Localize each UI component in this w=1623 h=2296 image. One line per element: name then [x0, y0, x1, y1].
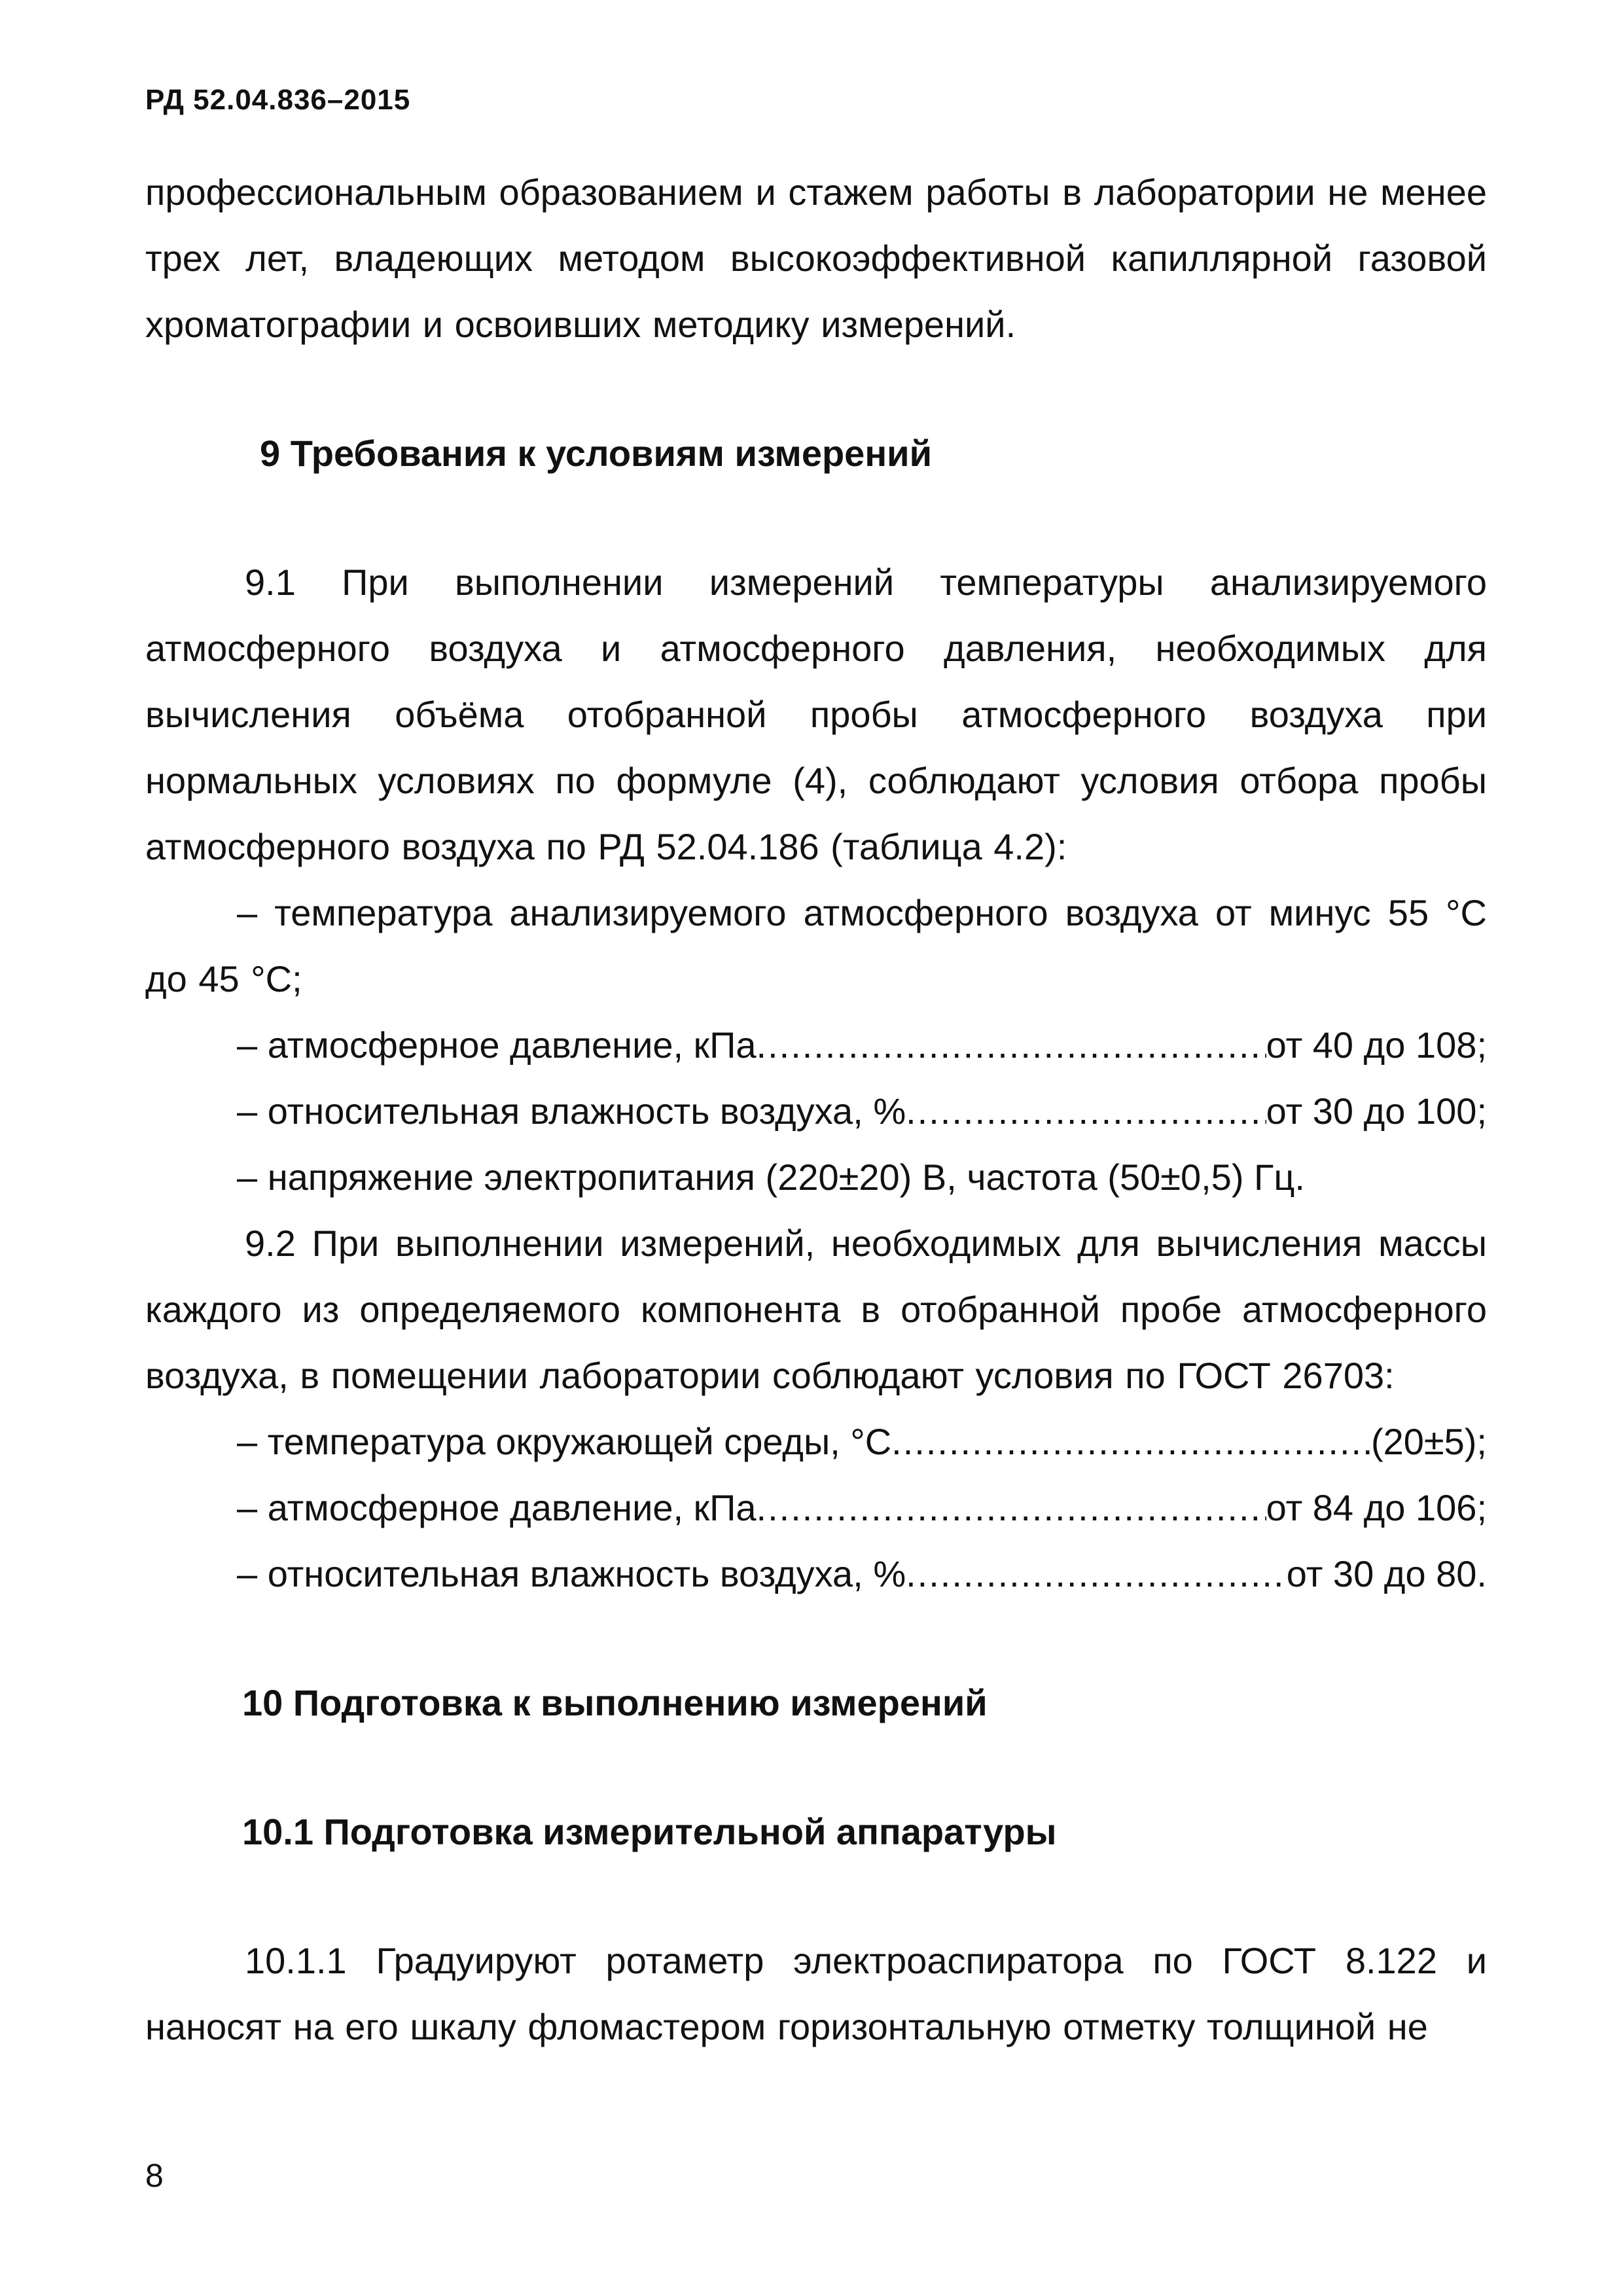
page-number: 8 — [145, 2157, 164, 2194]
lab-temperature-value: (20±5); — [1370, 1421, 1487, 1462]
condition-pressure-label: – атмосферное давление, кПа — [237, 1024, 757, 1066]
dot-leader — [891, 1408, 1371, 1475]
lab-humidity-value: от 30 до 80. — [1286, 1553, 1487, 1594]
paragraph-10-1-1: 10.1.1 Градуируют ротаметр электроаспиратора по ГОСТ 8.122 и наносят на его шкалу фломастером горизонтальную отметку толщиной не — [145, 1940, 1487, 2047]
lab-pressure-row — [145, 1475, 1487, 1541]
condition-humidity-label: – относительная влажность воздуха, % — [237, 1090, 906, 1132]
page-content — [145, 159, 1487, 2060]
condition-power: – напряжение электропитания (220±20) В, частота (50±0,5) Гц. — [237, 1157, 1305, 1198]
condition-humidity-row — [145, 1078, 1487, 1144]
dot-leader — [757, 1012, 1266, 1078]
lab-temperature-row — [145, 1408, 1487, 1475]
section-10-heading: 10 Подготовка к выполнению измерений — [242, 1682, 988, 1723]
dot-leader — [906, 1078, 1266, 1144]
condition-pressure-row — [145, 1012, 1487, 1078]
section-10-1-heading: 10.1 Подготовка измерительной аппаратуры — [242, 1811, 1057, 1852]
intro-paragraph: профессиональным образованием и стажем работы в лаборатории не менее трех лет, владеющих методом высокоэффективной капиллярной газовой хроматографии и освоивших методику измерений. — [145, 171, 1487, 345]
section-9-heading: 9 Требования к условиям измерений — [260, 433, 933, 474]
lab-pressure-value: от 84 до 106; — [1266, 1487, 1487, 1528]
dot-leader — [757, 1475, 1266, 1541]
lab-humidity-row — [145, 1541, 1487, 1607]
document-code: РД 52.04.836–2015 — [145, 84, 411, 116]
condition-pressure-value: от 40 до 108; — [1266, 1024, 1487, 1066]
paragraph-9-2: 9.2 При выполнении измерений, необходимых для вычисления массы каждого из определяемого компонента в отобранной пробе атмосферного воздуха, в помещении лаборатории соблюдают условия по ГОСТ 26703: — [145, 1223, 1487, 1396]
lab-temperature-label: – температура окружающей среды, °С — [237, 1421, 892, 1462]
dot-leader — [906, 1541, 1287, 1607]
paragraph-9-1: 9.1 При выполнении измерений температуры анализируемого атмосферного воздуха и атмосферного давления, необходимых для вычисления объёма отобранной пробы атмосферного воздуха при нормальных условиях по формуле (4), соблюдают условия отбора пробы атмосферного воздуха по РД 52.04.186 (таблица 4.2): — [145, 562, 1487, 867]
condition-humidity-value: от 30 до 100; — [1266, 1090, 1487, 1132]
lab-humidity-label: – относительная влажность воздуха, % — [237, 1553, 906, 1594]
lab-pressure-label: – атмосферное давление, кПа — [237, 1487, 757, 1528]
condition-temperature: – температура анализируемого атмосферного воздуха от минус 55 °С до 45 °С; — [145, 892, 1487, 999]
